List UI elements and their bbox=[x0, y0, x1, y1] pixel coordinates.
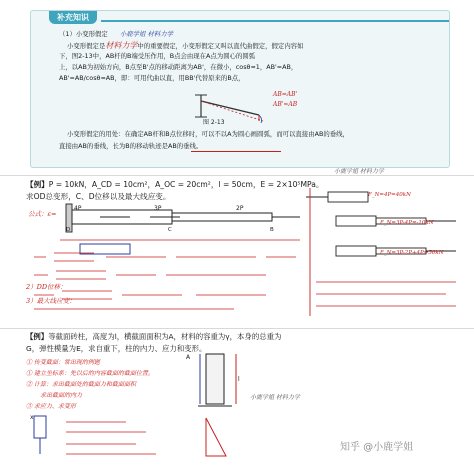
zhihu-credit: 知乎 @小鹿学姐 bbox=[340, 442, 414, 453]
supp-line-1a: 小变形假定是 bbox=[67, 42, 106, 50]
top-note: 小鹿学姐 材料力学 bbox=[119, 30, 174, 38]
supp-line-1b: 中的重要假定，小变形假定又叫以直代曲假定，假定内容如 bbox=[137, 42, 304, 50]
page-divider-1 bbox=[0, 175, 474, 176]
example1-prefix: 【例】 bbox=[26, 180, 49, 189]
example2-hand-1: ① 传变截面：常出现的例题 bbox=[26, 359, 100, 366]
supp-line-6-text: 直接由AB的垂线，长为B的移动轨迹是AB的垂线。 bbox=[59, 142, 203, 150]
supp-handwritten: 材料力学 bbox=[105, 41, 138, 50]
label-D: D bbox=[66, 227, 71, 233]
header-rule bbox=[101, 20, 449, 22]
example2-text-1: 等截面砖柱，高度为l，横截面面积为A，材料的容重为γ，本身的总重为 bbox=[48, 332, 282, 341]
page-divider-2 bbox=[0, 328, 474, 329]
watermark-2: 小鹿学姐 材料力学 bbox=[250, 394, 300, 401]
underline-mark bbox=[191, 151, 281, 152]
supp-line-4: AB'=AB/cosθ≈AB，即：可用代曲以直，用BB'代替原来的B点， bbox=[59, 74, 245, 82]
label-area: A bbox=[186, 354, 191, 361]
label-B: B bbox=[270, 227, 274, 233]
supplement-box bbox=[30, 10, 450, 168]
label-x: x bbox=[30, 414, 34, 421]
supp-line-2: 下，图2-13中，AB杆的B端受压作用，B点会由现在A点为圆心的圆弧 bbox=[59, 52, 256, 60]
watermark-1: 小鹿学姐 材料力学 bbox=[334, 168, 384, 175]
force-2p: 2P bbox=[236, 205, 244, 212]
example2-hand-5: ③ 求应力、求变形 bbox=[26, 403, 76, 410]
right-panel-diagrams bbox=[306, 186, 466, 326]
step-3-label: 3）最大线应变： bbox=[26, 297, 76, 305]
right-force-2: F_N=3P-4P=-10kN bbox=[380, 220, 434, 226]
fig-note-2: AB'≈AB bbox=[273, 101, 298, 108]
example2-line1 bbox=[26, 331, 281, 342]
example1-line1 bbox=[26, 179, 323, 190]
supp-line-5: 小变形假定的用处：在确定AB杆和B点位移时，可以不以A为圆心画圆弧，而可以直接由AB的垂线， bbox=[67, 130, 349, 138]
label-C: C bbox=[168, 227, 172, 233]
example2-hand-2: ① 建立坐标系：先以后的内容截面的截面位置。 bbox=[26, 370, 154, 377]
example1-line2: 求OD总变形，C、D位移以及最大线应变。 bbox=[26, 192, 171, 201]
supplement-tag: 补充知识 bbox=[49, 11, 97, 24]
example2-prefix: 【例】 bbox=[26, 332, 49, 341]
force-4p: 4P bbox=[74, 205, 82, 212]
example1-givens: P = 10kN，A_CD = 10cm²，A_OC = 20cm²，l = 50cm，E = 2×10⁵MPa。 bbox=[48, 180, 324, 189]
example2-hand-4: 求出截面的内力 bbox=[40, 392, 83, 399]
step-2-label: 2）DD位移： bbox=[26, 283, 67, 291]
force-3p: 3P bbox=[154, 205, 162, 212]
label-length: l bbox=[238, 376, 240, 383]
supplement-header bbox=[31, 11, 449, 25]
right-force-3: F_N=3P-2P+4P=50kN bbox=[380, 250, 444, 256]
fig-note-1: AB=AB' bbox=[273, 91, 298, 98]
item-title-line bbox=[59, 29, 173, 40]
item-title: （1）小变形假定 bbox=[59, 30, 108, 38]
right-force-1: F_N=4P=40kN bbox=[368, 192, 411, 198]
supp-line-3: 上，以AB为初始方向，B点至B'点的移动距离为AB'，在微小，cosθ≈1，AB'=AB， bbox=[59, 63, 298, 71]
example2-line2: G，弹性模量为E，求自重下，柱的内力、应力和变形。 bbox=[26, 344, 207, 353]
figure-label: 图 2-13 bbox=[203, 119, 225, 126]
supp-line-6 bbox=[59, 141, 202, 152]
example2-hand-3: ② 计算：求出截面处的截面力和截面面积 bbox=[26, 381, 136, 388]
formula-label: 公式：ε= bbox=[28, 210, 57, 218]
free-body-diagram bbox=[26, 410, 246, 462]
